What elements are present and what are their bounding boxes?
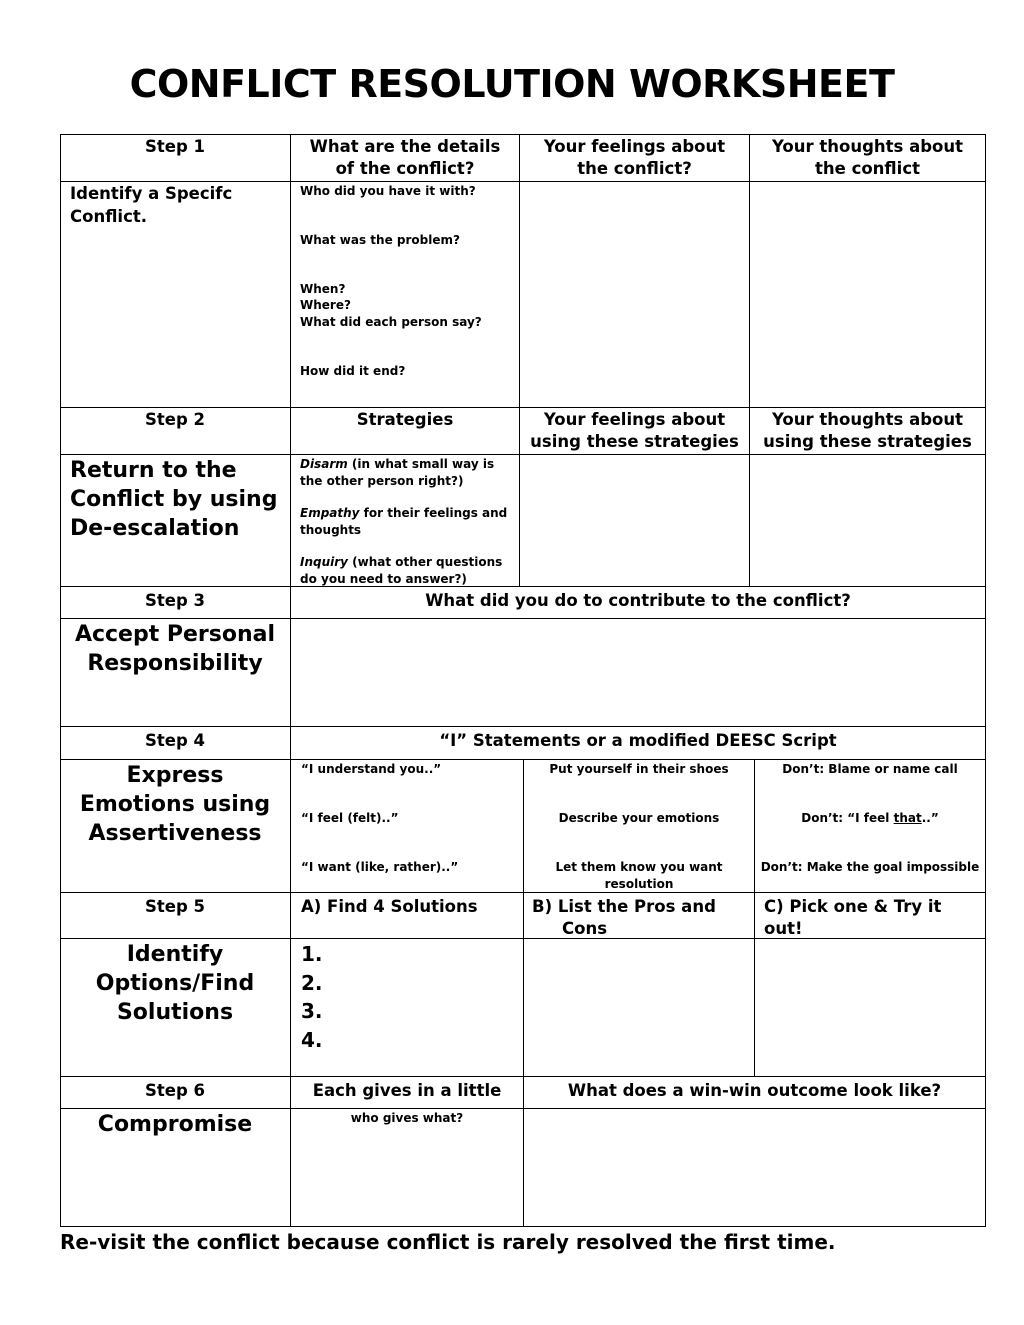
border-left	[60, 134, 61, 1226]
step4-name: Express Emotions using Assertiveness	[79, 763, 271, 846]
step6-win-win-header: What does a win-win outcome look like?	[567, 1081, 942, 1100]
step1-thoughts-header: Your thoughts about the conflict	[771, 137, 964, 178]
step2-thoughts-header: Your thoughts about using these strategies	[763, 410, 972, 451]
step2-name: Return to the Conflict by using De-escalation	[70, 458, 278, 541]
border-right	[985, 134, 986, 1226]
tip-shoes: Put yourself in their shoes	[549, 762, 729, 776]
worksheet-title: CONFLICT RESOLUTION WORKSHEET	[129, 62, 895, 106]
strategy-empathy: Empathy for their feelings and thoughts	[300, 506, 508, 537]
step5-pick-field[interactable]	[755, 939, 985, 1076]
question-where: Where?	[300, 298, 351, 312]
step3-name: Accept Personal Responsibility	[74, 622, 276, 676]
step6-name: Compromise	[97, 1112, 253, 1137]
dont-blame: Don’t: Blame or name call	[782, 762, 958, 776]
dont-feel-that: Don’t: “I feel that..”	[801, 811, 939, 825]
step5-pros-cons-header: B) List the Pros and Cons	[532, 897, 716, 938]
step6-sub: who gives what?	[350, 1111, 464, 1125]
question-say: What did each person say?	[300, 315, 482, 329]
step6-win-win-field[interactable]	[524, 1109, 985, 1226]
step1-feelings-field[interactable]	[520, 182, 749, 407]
solution-number: 3.	[301, 999, 323, 1023]
statement-understand: “I understand you..”	[301, 762, 442, 776]
step1-label: Step 1	[145, 137, 205, 156]
border-bottom	[60, 1226, 986, 1227]
dont-impossible: Don’t: Make the goal impossible	[760, 860, 980, 874]
step2-feelings-field[interactable]	[520, 455, 749, 586]
solution-number: 1.	[301, 942, 323, 966]
question-problem: What was the problem?	[300, 233, 460, 247]
step3-label: Step 3	[145, 591, 205, 610]
step5-pick-header: C) Pick one & Try it out!	[764, 897, 942, 938]
question-who: Who did you have it with?	[300, 184, 476, 198]
strategy-disarm: Disarm (in what small way is the other person right?)	[300, 457, 495, 488]
question-end: How did it end?	[300, 364, 406, 378]
solution-number: 2.	[301, 970, 323, 995]
step1-feelings-header: Your feelings about the conflict?	[543, 137, 726, 178]
step2-thoughts-field[interactable]	[750, 455, 985, 586]
step3-header: What did you do to contribute to the conflict?	[425, 591, 851, 610]
step4-header: “I” Statements or a modified DEESC Script	[439, 731, 837, 750]
step6-gives-header: Each gives in a little	[312, 1081, 502, 1100]
worksheet-table	[60, 134, 986, 1226]
step5-name: Identify Options/Find Solutions	[95, 942, 255, 1025]
step3-response-field[interactable]	[291, 619, 985, 726]
step5-solution-numbers	[301, 940, 516, 1054]
step5-pros-cons-field[interactable]	[524, 939, 754, 1076]
tip-resolution: Let them know you want resolution	[555, 860, 723, 891]
statement-feel: “I feel (felt)..”	[301, 811, 399, 825]
step5-label: Step 5	[145, 897, 205, 916]
step6-label: Step 6	[145, 1081, 205, 1100]
tip-describe: Describe your emotions	[558, 811, 720, 825]
step1-thoughts-field[interactable]	[750, 182, 985, 407]
step2-feelings-header: Your feelings about using these strategies	[530, 410, 739, 451]
strategy-inquiry: Inquiry (what other questions do you need to answer?)	[300, 555, 503, 586]
question-when: When?	[300, 282, 346, 296]
step1-name: Identify a Specifc Conflict.	[70, 184, 233, 226]
step4-label: Step 4	[145, 731, 205, 750]
step2-label: Step 2	[145, 410, 205, 429]
step5-solutions-header: A) Find 4 Solutions	[301, 897, 478, 916]
step2-strategies-header: Strategies	[356, 410, 454, 429]
statement-want: “I want (like, rather)..”	[301, 860, 459, 874]
footer-note: Re-visit the conflict because conflict is rarely resolved the first time.	[60, 1230, 836, 1254]
step1-details-header: What are the details of the conflict?	[309, 137, 501, 178]
solution-number: 4.	[301, 1027, 323, 1052]
